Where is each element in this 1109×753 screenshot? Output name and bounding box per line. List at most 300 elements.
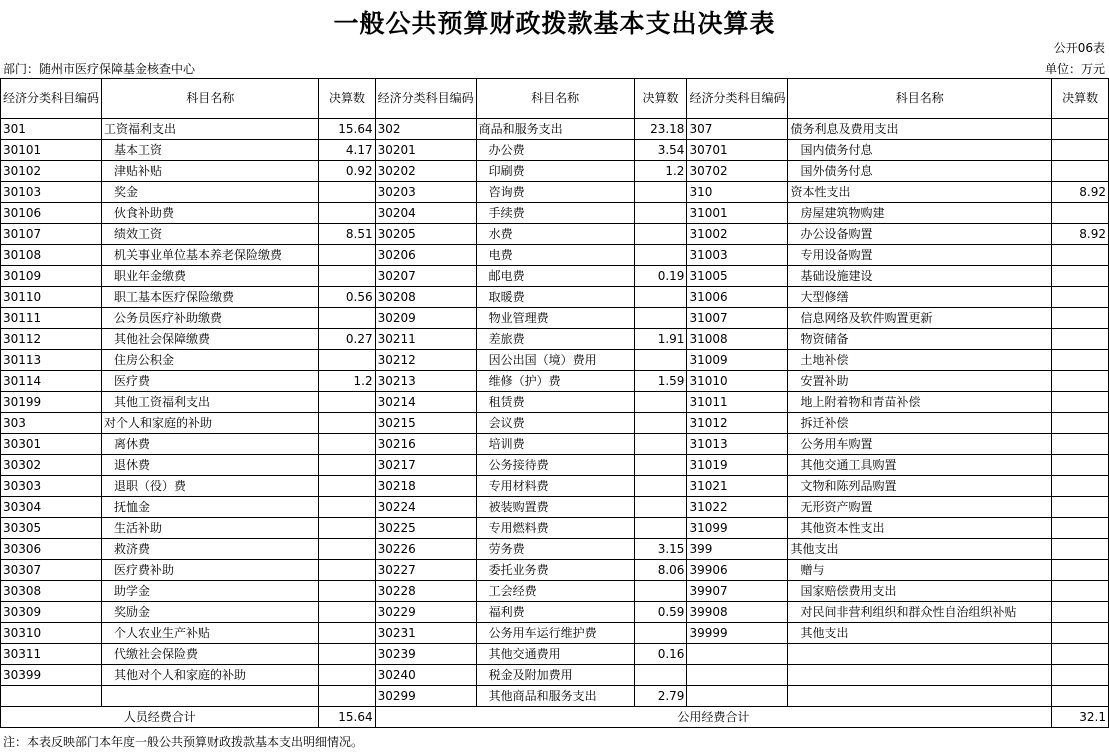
code-cell: 303 xyxy=(1,413,102,434)
amount-cell: 3.15 xyxy=(634,539,687,560)
amount-cell xyxy=(319,455,375,476)
amount-cell xyxy=(634,308,687,329)
table-row xyxy=(1,581,1109,602)
amount-cell: 4.17 xyxy=(319,140,375,161)
code-cell: 30301 xyxy=(1,434,102,455)
code-cell: 30106 xyxy=(1,203,102,224)
name-cell: 绩效工资 xyxy=(102,224,319,245)
code-cell: 30206 xyxy=(375,245,476,266)
amount-cell xyxy=(319,539,375,560)
amount-cell: 15.64 xyxy=(319,119,375,140)
code-cell: 31001 xyxy=(687,203,788,224)
table-row xyxy=(1,308,1109,329)
code-cell: 31099 xyxy=(687,518,788,539)
code-cell: 31006 xyxy=(687,287,788,308)
name-cell: 职业年金缴费 xyxy=(102,266,319,287)
name-cell: 职工基本医疗保险缴费 xyxy=(102,287,319,308)
code-cell: 30305 xyxy=(1,518,102,539)
code-cell: 31003 xyxy=(687,245,788,266)
name-cell: 工资福利支出 xyxy=(102,119,319,140)
amount-cell xyxy=(1052,518,1109,539)
code-cell: 30211 xyxy=(375,329,476,350)
code-cell: 30205 xyxy=(375,224,476,245)
table-row xyxy=(1,392,1109,413)
amount-cell xyxy=(319,623,375,644)
name-cell: 奖励金 xyxy=(102,602,319,623)
name-cell: 委托业务费 xyxy=(476,560,634,581)
code-cell: 31007 xyxy=(687,308,788,329)
table-row xyxy=(1,287,1109,308)
amount-cell xyxy=(634,497,687,518)
table-row xyxy=(1,602,1109,623)
amount-cell xyxy=(1052,203,1109,224)
amount-cell xyxy=(634,623,687,644)
code-cell: 31012 xyxy=(687,413,788,434)
amount-cell xyxy=(319,476,375,497)
code-cell: 30215 xyxy=(375,413,476,434)
amount-cell xyxy=(1052,245,1109,266)
amount-cell xyxy=(634,245,687,266)
amount-cell xyxy=(634,203,687,224)
amount-cell xyxy=(1052,476,1109,497)
name-cell: 基础设施建设 xyxy=(788,266,1052,287)
name-cell: 退职（役）费 xyxy=(102,476,319,497)
name-cell: 伙食补助费 xyxy=(102,203,319,224)
code-cell: 399 xyxy=(687,539,788,560)
name-cell: 专用材料费 xyxy=(476,476,634,497)
amount-cell xyxy=(1052,686,1109,707)
header-code: 经济分类科目编码 xyxy=(687,79,788,119)
amount-cell xyxy=(634,224,687,245)
name-cell: 基本工资 xyxy=(102,140,319,161)
name-cell: 其他社会保障缴费 xyxy=(102,329,319,350)
name-cell: 印刷费 xyxy=(476,161,634,182)
code-cell: 31013 xyxy=(687,434,788,455)
name-cell: 机关事业单位基本养老保险缴费 xyxy=(102,245,319,266)
name-cell: 退休费 xyxy=(102,455,319,476)
amount-cell xyxy=(634,455,687,476)
name-cell: 公务接待费 xyxy=(476,455,634,476)
name-cell: 物资储备 xyxy=(788,329,1052,350)
code-cell: 39907 xyxy=(687,581,788,602)
header-name: 科目名称 xyxy=(476,79,634,119)
amount-cell xyxy=(319,581,375,602)
name-cell: 水费 xyxy=(476,224,634,245)
name-cell xyxy=(788,644,1052,665)
code-cell: 31021 xyxy=(687,476,788,497)
code-cell: 30208 xyxy=(375,287,476,308)
name-cell xyxy=(788,665,1052,686)
name-cell: 奖金 xyxy=(102,182,319,203)
amount-cell xyxy=(1052,161,1109,182)
amount-cell xyxy=(319,497,375,518)
code-cell: 301 xyxy=(1,119,102,140)
amount-cell xyxy=(634,287,687,308)
name-cell: 公务员医疗补助缴费 xyxy=(102,308,319,329)
name-cell: 抚恤金 xyxy=(102,497,319,518)
code-cell: 30310 xyxy=(1,623,102,644)
code-cell: 30214 xyxy=(375,392,476,413)
amount-cell xyxy=(634,413,687,434)
amount-cell xyxy=(319,518,375,539)
header-name: 科目名称 xyxy=(102,79,319,119)
code-cell: 30110 xyxy=(1,287,102,308)
amount-cell xyxy=(319,602,375,623)
code-cell: 30217 xyxy=(375,455,476,476)
code-cell: 31011 xyxy=(687,392,788,413)
personnel-total-value: 15.64 xyxy=(319,707,375,728)
amount-cell: 0.56 xyxy=(319,287,375,308)
code-cell: 30304 xyxy=(1,497,102,518)
form-number: 公开06表 xyxy=(1053,41,1105,55)
code-cell: 30240 xyxy=(375,665,476,686)
code-cell: 307 xyxy=(687,119,788,140)
name-cell: 医疗费 xyxy=(102,371,319,392)
amount-cell: 0.19 xyxy=(634,266,687,287)
code-cell: 30307 xyxy=(1,560,102,581)
amount-cell xyxy=(1052,623,1109,644)
name-cell: 其他对个人和家庭的补助 xyxy=(102,665,319,686)
amount-cell xyxy=(319,182,375,203)
amount-cell: 8.92 xyxy=(1052,224,1109,245)
code-cell: 310 xyxy=(687,182,788,203)
amount-cell xyxy=(634,392,687,413)
name-cell: 租赁费 xyxy=(476,392,634,413)
name-cell: 国内债务付息 xyxy=(788,140,1052,161)
name-cell: 赠与 xyxy=(788,560,1052,581)
name-cell: 其他支出 xyxy=(788,623,1052,644)
amount-cell xyxy=(634,476,687,497)
name-cell: 差旅费 xyxy=(476,329,634,350)
code-cell: 31008 xyxy=(687,329,788,350)
amount-cell xyxy=(1052,455,1109,476)
name-cell: 其他商品和服务支出 xyxy=(476,686,634,707)
code-cell: 30201 xyxy=(375,140,476,161)
code-cell: 30399 xyxy=(1,665,102,686)
amount-cell xyxy=(319,266,375,287)
amount-cell xyxy=(1052,539,1109,560)
code-cell: 30218 xyxy=(375,476,476,497)
table-row xyxy=(1,665,1109,686)
name-cell: 专用设备购置 xyxy=(788,245,1052,266)
name-cell: 办公费 xyxy=(476,140,634,161)
table-row xyxy=(1,329,1109,350)
name-cell: 公务用车运行维护费 xyxy=(476,623,634,644)
amount-cell xyxy=(1052,581,1109,602)
amount-cell xyxy=(1052,602,1109,623)
name-cell: 公务用车购置 xyxy=(788,434,1052,455)
code-cell: 30207 xyxy=(375,266,476,287)
amount-cell xyxy=(1052,434,1109,455)
table-row xyxy=(1,539,1109,560)
name-cell: 工会经费 xyxy=(476,581,634,602)
amount-cell: 8.06 xyxy=(634,560,687,581)
name-cell: 安置补助 xyxy=(788,371,1052,392)
personnel-total-label: 人员经费合计 xyxy=(1,707,319,728)
amount-cell xyxy=(319,203,375,224)
amount-cell: 2.79 xyxy=(634,686,687,707)
header-amount: 决算数 xyxy=(1052,79,1109,119)
name-cell: 住房公积金 xyxy=(102,350,319,371)
amount-cell: 0.16 xyxy=(634,644,687,665)
code-cell: 30204 xyxy=(375,203,476,224)
name-cell xyxy=(102,686,319,707)
table-row xyxy=(1,686,1109,707)
name-cell: 因公出国（境）费用 xyxy=(476,350,634,371)
code-cell: 30309 xyxy=(1,602,102,623)
code-cell xyxy=(687,686,788,707)
table-row xyxy=(1,455,1109,476)
code-cell: 30227 xyxy=(375,560,476,581)
name-cell: 其他资本性支出 xyxy=(788,518,1052,539)
name-cell: 会议费 xyxy=(476,413,634,434)
amount-cell xyxy=(319,434,375,455)
code-cell: 30199 xyxy=(1,392,102,413)
code-cell: 30114 xyxy=(1,371,102,392)
code-cell xyxy=(1,686,102,707)
table-row xyxy=(1,140,1109,161)
name-cell: 咨询费 xyxy=(476,182,634,203)
unit-label: 单位：万元 xyxy=(1044,62,1105,76)
name-cell: 资本性支出 xyxy=(788,182,1052,203)
name-cell: 房屋建筑物购建 xyxy=(788,203,1052,224)
amount-cell: 23.18 xyxy=(634,119,687,140)
name-cell: 其他交通工具购置 xyxy=(788,455,1052,476)
amount-cell xyxy=(319,413,375,434)
public-total-value: 32.1 xyxy=(1052,707,1109,728)
code-cell: 30303 xyxy=(1,476,102,497)
amount-cell xyxy=(319,644,375,665)
code-cell: 39999 xyxy=(687,623,788,644)
table-row xyxy=(1,560,1109,581)
code-cell: 31002 xyxy=(687,224,788,245)
name-cell: 文物和陈列品购置 xyxy=(788,476,1052,497)
name-cell: 无形资产购置 xyxy=(788,497,1052,518)
table-row xyxy=(1,413,1109,434)
name-cell: 电费 xyxy=(476,245,634,266)
name-cell: 维修（护）费 xyxy=(476,371,634,392)
code-cell xyxy=(687,665,788,686)
name-cell: 信息网络及软件购置更新 xyxy=(788,308,1052,329)
report-title: 一般公共预算财政拨款基本支出决算表 xyxy=(333,9,776,38)
name-cell: 取暖费 xyxy=(476,287,634,308)
public-total-label: 公用经费合计 xyxy=(375,707,1052,728)
code-cell: 30229 xyxy=(375,602,476,623)
name-cell xyxy=(788,686,1052,707)
table-row xyxy=(1,623,1109,644)
amount-cell: 1.2 xyxy=(319,371,375,392)
code-cell: 31022 xyxy=(687,497,788,518)
table-row xyxy=(1,371,1109,392)
amount-cell xyxy=(1052,350,1109,371)
amount-cell xyxy=(1052,497,1109,518)
code-cell: 30113 xyxy=(1,350,102,371)
code-cell: 30108 xyxy=(1,245,102,266)
code-cell: 30202 xyxy=(375,161,476,182)
amount-cell xyxy=(634,581,687,602)
table-row xyxy=(1,350,1109,371)
header-name: 科目名称 xyxy=(788,79,1052,119)
code-cell: 30311 xyxy=(1,644,102,665)
table-row xyxy=(1,119,1109,140)
code-cell: 30702 xyxy=(687,161,788,182)
header-row xyxy=(1,79,1109,119)
table-row xyxy=(1,518,1109,539)
amount-cell xyxy=(1052,413,1109,434)
code-cell: 30212 xyxy=(375,350,476,371)
amount-cell: 0.27 xyxy=(319,329,375,350)
amount-cell: 1.91 xyxy=(634,329,687,350)
table-row xyxy=(1,476,1109,497)
amount-cell xyxy=(634,518,687,539)
name-cell: 被装购置费 xyxy=(476,497,634,518)
code-cell: 30213 xyxy=(375,371,476,392)
code-cell: 30701 xyxy=(687,140,788,161)
table-row xyxy=(1,161,1109,182)
amount-cell xyxy=(634,350,687,371)
header-code: 经济分类科目编码 xyxy=(1,79,102,119)
name-cell: 培训费 xyxy=(476,434,634,455)
amount-cell xyxy=(1052,287,1109,308)
table-row xyxy=(1,644,1109,665)
amount-cell xyxy=(1052,665,1109,686)
code-cell: 31009 xyxy=(687,350,788,371)
name-cell: 对民间非营利组织和群众性自治组织补贴 xyxy=(788,602,1052,623)
code-cell: 31005 xyxy=(687,266,788,287)
amount-cell xyxy=(319,392,375,413)
table-row xyxy=(1,182,1109,203)
department-label: 部门：随州市医疗保障基金核查中心 xyxy=(3,62,196,76)
table-row xyxy=(1,203,1109,224)
code-cell: 30299 xyxy=(375,686,476,707)
amount-cell xyxy=(1052,644,1109,665)
code-cell: 30306 xyxy=(1,539,102,560)
amount-cell xyxy=(634,434,687,455)
amount-cell xyxy=(319,245,375,266)
expenditure-table xyxy=(0,78,1109,728)
amount-cell xyxy=(319,686,375,707)
code-cell: 30228 xyxy=(375,581,476,602)
code-cell: 30103 xyxy=(1,182,102,203)
code-cell: 30302 xyxy=(1,455,102,476)
name-cell: 生活补助 xyxy=(102,518,319,539)
code-cell: 30239 xyxy=(375,644,476,665)
name-cell: 商品和服务支出 xyxy=(476,119,634,140)
table-row xyxy=(1,497,1109,518)
table-row xyxy=(1,434,1109,455)
amount-cell xyxy=(1052,560,1109,581)
code-cell: 30203 xyxy=(375,182,476,203)
name-cell: 助学金 xyxy=(102,581,319,602)
name-cell: 土地补偿 xyxy=(788,350,1052,371)
amount-cell: 0.59 xyxy=(634,602,687,623)
name-cell: 国外债务付息 xyxy=(788,161,1052,182)
code-cell: 30101 xyxy=(1,140,102,161)
code-cell xyxy=(687,644,788,665)
name-cell: 医疗费补助 xyxy=(102,560,319,581)
name-cell: 其他工资福利支出 xyxy=(102,392,319,413)
code-cell: 30231 xyxy=(375,623,476,644)
name-cell: 代缴社会保险费 xyxy=(102,644,319,665)
totals-row xyxy=(1,707,1109,728)
name-cell: 国家赔偿费用支出 xyxy=(788,581,1052,602)
name-cell: 地上附着物和青苗补偿 xyxy=(788,392,1052,413)
amount-cell: 8.92 xyxy=(1052,182,1109,203)
amount-cell: 3.54 xyxy=(634,140,687,161)
name-cell: 救济费 xyxy=(102,539,319,560)
name-cell: 个人农业生产补贴 xyxy=(102,623,319,644)
name-cell: 大型修缮 xyxy=(788,287,1052,308)
code-cell: 30111 xyxy=(1,308,102,329)
amount-cell: 0.92 xyxy=(319,161,375,182)
code-cell: 30308 xyxy=(1,581,102,602)
code-cell: 39906 xyxy=(687,560,788,581)
code-cell: 31010 xyxy=(687,371,788,392)
header-code: 经济分类科目编码 xyxy=(375,79,476,119)
code-cell: 30216 xyxy=(375,434,476,455)
code-cell: 30102 xyxy=(1,161,102,182)
name-cell: 拆迁补偿 xyxy=(788,413,1052,434)
name-cell: 税金及附加费用 xyxy=(476,665,634,686)
amount-cell xyxy=(1052,392,1109,413)
name-cell: 津贴补贴 xyxy=(102,161,319,182)
name-cell: 手续费 xyxy=(476,203,634,224)
amount-cell xyxy=(319,350,375,371)
amount-cell: 8.51 xyxy=(319,224,375,245)
code-cell: 30226 xyxy=(375,539,476,560)
code-cell: 30225 xyxy=(375,518,476,539)
code-cell: 30224 xyxy=(375,497,476,518)
name-cell: 福利费 xyxy=(476,602,634,623)
code-cell: 39908 xyxy=(687,602,788,623)
amount-cell xyxy=(1052,371,1109,392)
amount-cell: 1.59 xyxy=(634,371,687,392)
name-cell: 劳务费 xyxy=(476,539,634,560)
code-cell: 30112 xyxy=(1,329,102,350)
amount-cell xyxy=(319,665,375,686)
footnote: 注：本表反映部门本年度一般公共预算财政拨款基本支出明细情况。 xyxy=(3,735,364,749)
code-cell: 302 xyxy=(375,119,476,140)
amount-cell xyxy=(1052,140,1109,161)
code-cell: 30209 xyxy=(375,308,476,329)
amount-cell xyxy=(319,560,375,581)
amount-cell xyxy=(1052,119,1109,140)
name-cell: 对个人和家庭的补助 xyxy=(102,413,319,434)
amount-cell: 1.2 xyxy=(634,161,687,182)
amount-cell xyxy=(634,182,687,203)
amount-cell xyxy=(1052,329,1109,350)
table-row xyxy=(1,245,1109,266)
amount-cell xyxy=(634,665,687,686)
table-row xyxy=(1,224,1109,245)
code-cell: 30107 xyxy=(1,224,102,245)
header-amount: 决算数 xyxy=(634,79,687,119)
code-cell: 31019 xyxy=(687,455,788,476)
amount-cell xyxy=(1052,308,1109,329)
table-row xyxy=(1,266,1109,287)
amount-cell xyxy=(1052,266,1109,287)
name-cell: 其他支出 xyxy=(788,539,1052,560)
code-cell: 30109 xyxy=(1,266,102,287)
name-cell: 离休费 xyxy=(102,434,319,455)
name-cell: 办公设备购置 xyxy=(788,224,1052,245)
name-cell: 债务利息及费用支出 xyxy=(788,119,1052,140)
name-cell: 其他交通费用 xyxy=(476,644,634,665)
name-cell: 物业管理费 xyxy=(476,308,634,329)
name-cell: 专用燃料费 xyxy=(476,518,634,539)
name-cell: 邮电费 xyxy=(476,266,634,287)
header-amount: 决算数 xyxy=(319,79,375,119)
